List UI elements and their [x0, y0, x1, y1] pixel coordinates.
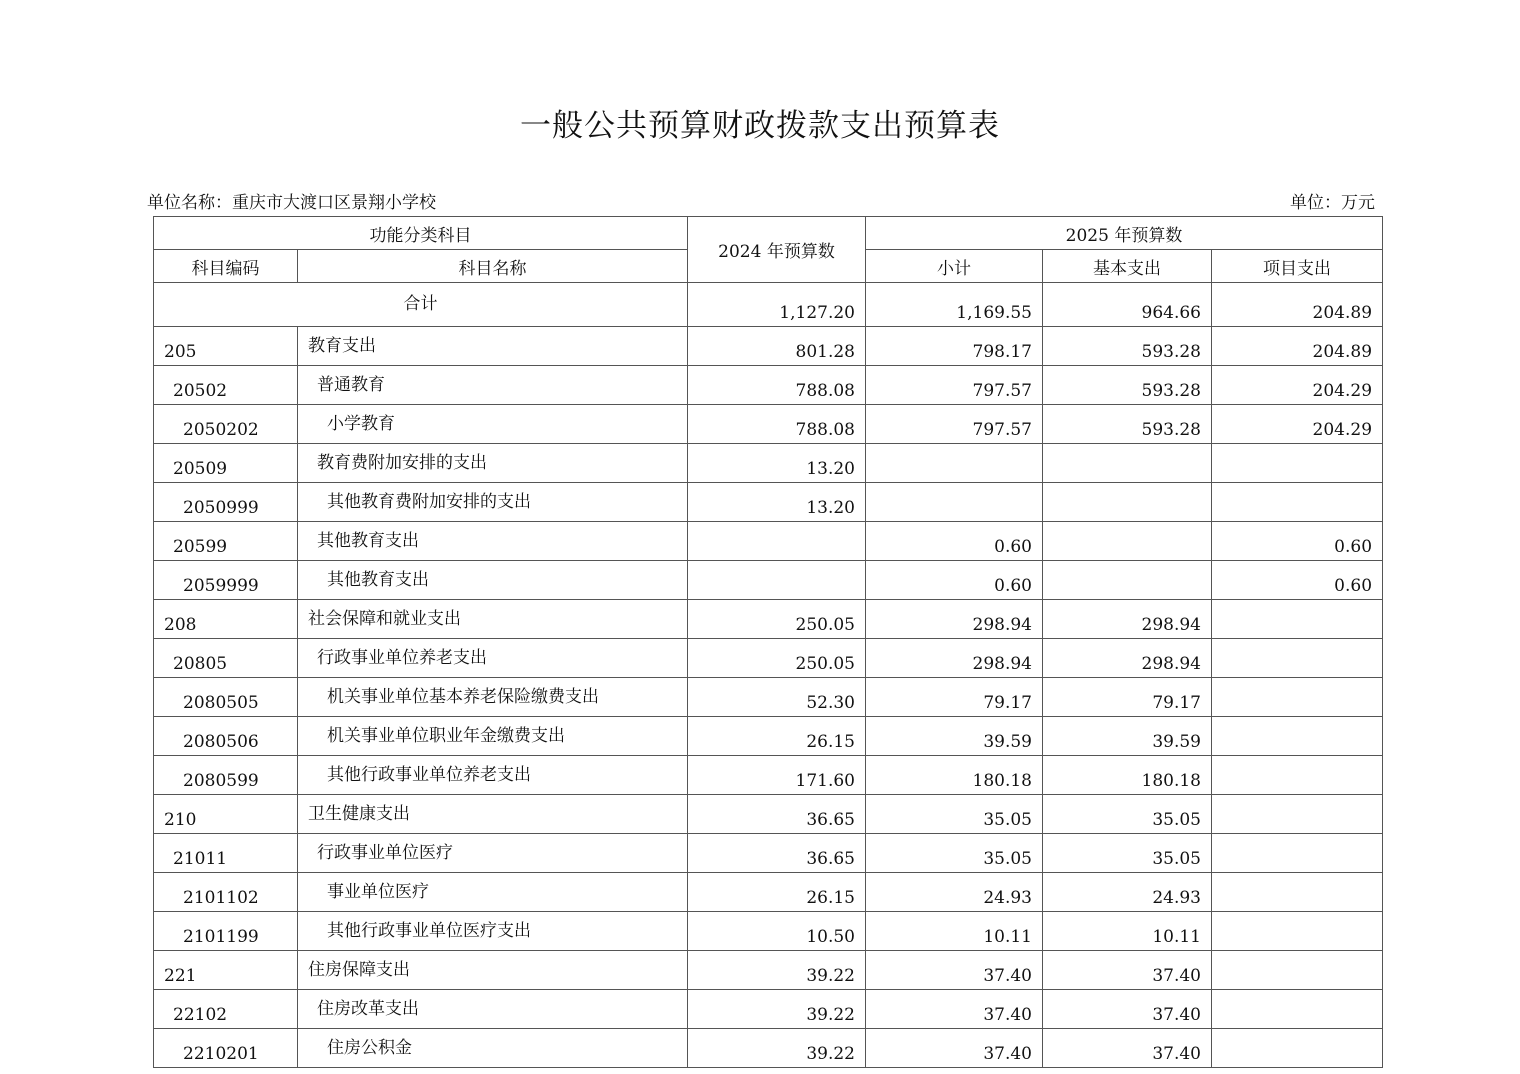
page-title: 一般公共预算财政拨款支出预算表: [520, 108, 1000, 144]
cell-name: 行政事业单位养老支出: [298, 639, 688, 678]
cell-budget-2024: 801.28: [688, 327, 866, 366]
cell-project: 0.60: [1212, 522, 1383, 561]
cell-project: [1212, 444, 1383, 483]
unit-label: 单位：万元: [1290, 193, 1375, 213]
cell-budget-2024: 788.08: [688, 405, 866, 444]
table-row: [154, 639, 1383, 678]
table-row: [154, 834, 1383, 873]
header-budget-2024: 2024 年预算数: [688, 217, 866, 283]
cell-name: 其他行政事业单位养老支出: [298, 756, 688, 795]
cell-code: 208: [154, 600, 298, 639]
cell-code: 221: [154, 951, 298, 990]
header-name: 科目名称: [298, 250, 688, 283]
cell-budget-2024: 39.22: [688, 951, 866, 990]
cell-name: 机关事业单位基本养老保险缴费支出: [298, 678, 688, 717]
budget-table: [153, 216, 1383, 1068]
cell-basic: 79.17: [1043, 678, 1212, 717]
cell-project: [1212, 990, 1383, 1029]
cell-name: 小学教育: [298, 405, 688, 444]
total-budget-2024: 1,127.20: [688, 283, 866, 327]
table-row: [154, 873, 1383, 912]
cell-subtotal: 797.57: [866, 366, 1043, 405]
header-code: 科目编码: [154, 250, 298, 283]
cell-budget-2024: 36.65: [688, 795, 866, 834]
cell-subtotal: 35.05: [866, 795, 1043, 834]
cell-project: [1212, 717, 1383, 756]
table-row: [154, 717, 1383, 756]
cell-subtotal: 298.94: [866, 639, 1043, 678]
cell-budget-2024: 250.05: [688, 639, 866, 678]
cell-subtotal: 798.17: [866, 327, 1043, 366]
cell-basic: 298.94: [1043, 600, 1212, 639]
cell-subtotal: 79.17: [866, 678, 1043, 717]
cell-code: 2059999: [154, 561, 298, 600]
cell-project: [1212, 951, 1383, 990]
cell-code: 205: [154, 327, 298, 366]
cell-budget-2024: 26.15: [688, 717, 866, 756]
total-label: 合计: [154, 283, 688, 327]
cell-project: 204.29: [1212, 405, 1383, 444]
cell-project: 204.29: [1212, 366, 1383, 405]
cell-basic: 593.28: [1043, 366, 1212, 405]
cell-name: 其他教育支出: [298, 522, 688, 561]
cell-code: 2080506: [154, 717, 298, 756]
cell-project: 204.89: [1212, 327, 1383, 366]
cell-project: [1212, 795, 1383, 834]
cell-code: 20599: [154, 522, 298, 561]
header-functional-group: 功能分类科目: [154, 217, 688, 250]
cell-subtotal: 10.11: [866, 912, 1043, 951]
cell-code: 2050202: [154, 405, 298, 444]
table-row: [154, 951, 1383, 990]
cell-basic: 35.05: [1043, 834, 1212, 873]
unit-name: 单位名称：重庆市大渡口区景翔小学校: [147, 193, 436, 213]
cell-subtotal: 180.18: [866, 756, 1043, 795]
cell-code: 20509: [154, 444, 298, 483]
cell-code: 20502: [154, 366, 298, 405]
cell-name: 社会保障和就业支出: [298, 600, 688, 639]
cell-basic: 24.93: [1043, 873, 1212, 912]
cell-code: 2101199: [154, 912, 298, 951]
cell-subtotal: 298.94: [866, 600, 1043, 639]
cell-subtotal: 797.57: [866, 405, 1043, 444]
cell-budget-2024: 13.20: [688, 444, 866, 483]
cell-name: 住房公积金: [298, 1029, 688, 1068]
table-row: [154, 600, 1383, 639]
cell-name: 机关事业单位职业年金缴费支出: [298, 717, 688, 756]
table-row: [154, 366, 1383, 405]
cell-basic: 180.18: [1043, 756, 1212, 795]
cell-basic: 37.40: [1043, 951, 1212, 990]
table-row: [154, 405, 1383, 444]
cell-code: 2101102: [154, 873, 298, 912]
cell-subtotal: 24.93: [866, 873, 1043, 912]
cell-project: [1212, 834, 1383, 873]
cell-basic: 35.05: [1043, 795, 1212, 834]
cell-project: [1212, 483, 1383, 522]
cell-budget-2024: 171.60: [688, 756, 866, 795]
cell-subtotal: 37.40: [866, 951, 1043, 990]
cell-budget-2024: [688, 561, 866, 600]
cell-budget-2024: 13.20: [688, 483, 866, 522]
table-row: [154, 483, 1383, 522]
total-subtotal: 1,169.55: [866, 283, 1043, 327]
cell-basic: 10.11: [1043, 912, 1212, 951]
cell-basic: 37.40: [1043, 990, 1212, 1029]
cell-code: 20805: [154, 639, 298, 678]
cell-basic: [1043, 444, 1212, 483]
table-row: [154, 756, 1383, 795]
cell-code: 2050999: [154, 483, 298, 522]
cell-basic: 593.28: [1043, 327, 1212, 366]
cell-budget-2024: 39.22: [688, 990, 866, 1029]
cell-code: 210: [154, 795, 298, 834]
table-row: [154, 912, 1383, 951]
table-row: [154, 327, 1383, 366]
cell-name: 行政事业单位医疗: [298, 834, 688, 873]
cell-name: 其他教育支出: [298, 561, 688, 600]
cell-code: 2210201: [154, 1029, 298, 1068]
cell-budget-2024: 26.15: [688, 873, 866, 912]
total-basic: 964.66: [1043, 283, 1212, 327]
table-row: [154, 444, 1383, 483]
cell-name: 其他教育费附加安排的支出: [298, 483, 688, 522]
table-row: [154, 678, 1383, 717]
cell-name: 住房保障支出: [298, 951, 688, 990]
cell-basic: [1043, 483, 1212, 522]
cell-budget-2024: 36.65: [688, 834, 866, 873]
table-row: [154, 561, 1383, 600]
header-basic: 基本支出: [1043, 250, 1212, 283]
cell-budget-2024: 52.30: [688, 678, 866, 717]
cell-project: [1212, 912, 1383, 951]
cell-project: 0.60: [1212, 561, 1383, 600]
cell-subtotal: 37.40: [866, 990, 1043, 1029]
cell-code: 21011: [154, 834, 298, 873]
header-project: 项目支出: [1212, 250, 1383, 283]
header-budget-2025-group: 2025 年预算数: [866, 217, 1383, 250]
cell-project: [1212, 639, 1383, 678]
table-row: [154, 795, 1383, 834]
cell-code: 22102: [154, 990, 298, 1029]
cell-subtotal: [866, 483, 1043, 522]
cell-subtotal: 0.60: [866, 522, 1043, 561]
cell-basic: 37.40: [1043, 1029, 1212, 1068]
cell-subtotal: 35.05: [866, 834, 1043, 873]
cell-name: 教育支出: [298, 327, 688, 366]
cell-project: [1212, 678, 1383, 717]
cell-subtotal: 39.59: [866, 717, 1043, 756]
cell-project: [1212, 600, 1383, 639]
cell-subtotal: 0.60: [866, 561, 1043, 600]
cell-subtotal: 37.40: [866, 1029, 1043, 1068]
cell-basic: [1043, 561, 1212, 600]
cell-project: [1212, 873, 1383, 912]
cell-name: 卫生健康支出: [298, 795, 688, 834]
cell-basic: 39.59: [1043, 717, 1212, 756]
cell-name: 其他行政事业单位医疗支出: [298, 912, 688, 951]
cell-basic: [1043, 522, 1212, 561]
table-row: [154, 1029, 1383, 1068]
cell-budget-2024: 10.50: [688, 912, 866, 951]
cell-name: 普通教育: [298, 366, 688, 405]
total-row: [154, 283, 1383, 327]
cell-name: 事业单位医疗: [298, 873, 688, 912]
cell-code: 2080599: [154, 756, 298, 795]
cell-basic: 298.94: [1043, 639, 1212, 678]
cell-budget-2024: 39.22: [688, 1029, 866, 1068]
cell-project: [1212, 756, 1383, 795]
cell-project: [1212, 1029, 1383, 1068]
cell-basic: 593.28: [1043, 405, 1212, 444]
cell-budget-2024: 250.05: [688, 600, 866, 639]
cell-name: 教育费附加安排的支出: [298, 444, 688, 483]
cell-name: 住房改革支出: [298, 990, 688, 1029]
cell-subtotal: [866, 444, 1043, 483]
cell-code: 2080505: [154, 678, 298, 717]
total-project: 204.89: [1212, 283, 1383, 327]
cell-budget-2024: 788.08: [688, 366, 866, 405]
table-row: [154, 522, 1383, 561]
table-row: [154, 990, 1383, 1029]
cell-budget-2024: [688, 522, 866, 561]
header-subtotal: 小计: [866, 250, 1043, 283]
